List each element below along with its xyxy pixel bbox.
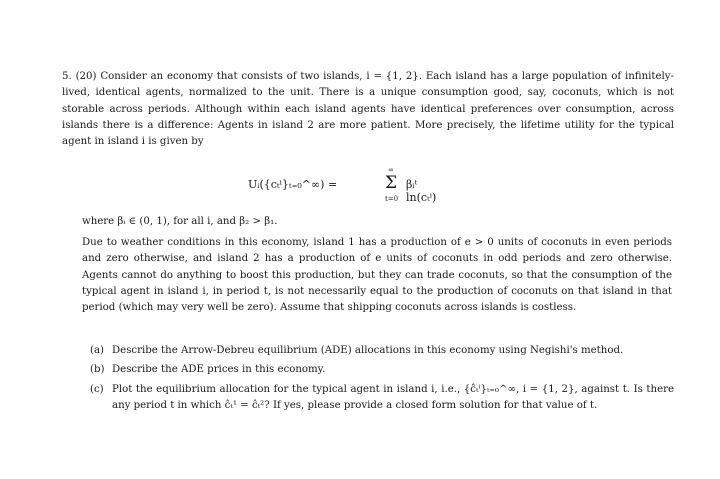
problem-intro: [62, 69, 674, 150]
part-b-label: (b): [90, 364, 105, 376]
formula-rhs: βᵢᵗ ln(cₜⁱ): [406, 178, 437, 204]
part-b: [90, 362, 674, 378]
part-a-label: (a): [90, 345, 105, 356]
where-clause: where βᵢ ∈ (0, 1), for all i, and β₂ > β₁.: [82, 216, 278, 227]
problem-body: Due to weather conditions in this economy, island 1 has a production of e > 0 units of coconuts in even periods and zero otherwise, and island 2 has a production of e units of coconuts in odd periods and zero otherwise. Agents cannot do anything to boost this production, but they can trade coconuts, so that the consumption of the typical agent in island i, in period t, is not necessarily equal to the production of coconuts on that island in that period (which may very well be zero). Assume that shipping coconuts across islands is costless.: [82, 237, 672, 314]
part-c: [90, 382, 674, 415]
question-parts: [90, 343, 674, 417]
formula-lhs: Uᵢ({cₜⁱ}ₜ₌₀^∞) =: [248, 178, 338, 191]
part-c-label: (c): [90, 383, 104, 395]
formula-sum-symbol: Σ: [385, 173, 398, 193]
part-a: [90, 343, 674, 359]
problem-number: 5.: [62, 71, 72, 82]
part-a-text: Describe the Arrow-Debreu equilibrium (ADE) allocations in this economy using Negishi's method.: [112, 345, 624, 356]
utility-formula: [248, 166, 448, 210]
formula-sum-top: ∞: [388, 166, 394, 174]
formula-sum-bottom: t=0: [385, 195, 399, 203]
part-b-text: Describe the ADE prices in this economy.: [112, 364, 326, 376]
problem-intro-text: Consider an economy that consists of two islands, i = {1, 2}. Each island has a large population of infinitely-lived, identical agents, normalized to the unit. There is a unique consumption good, say, coconuts, which is not storable across periods. Although within each island agents have identical preferences over consumption, across islands there is a difference: Agents in island 2 are more patient. More precisely, the lifetime utility for the typical agent in island i is given by: [62, 71, 674, 148]
part-c-text: Plot the equilibrium allocation for the typical agent in island i, i.e., {ĉₜⁱ}ₜ₌₀^∞, i = {1, 2}, against t. Is there any period t in which ĉₜ¹ = ĉₜ²? If yes, please provide a closed form solution for that value of t.: [112, 383, 674, 411]
problem-points: (20): [75, 71, 97, 82]
